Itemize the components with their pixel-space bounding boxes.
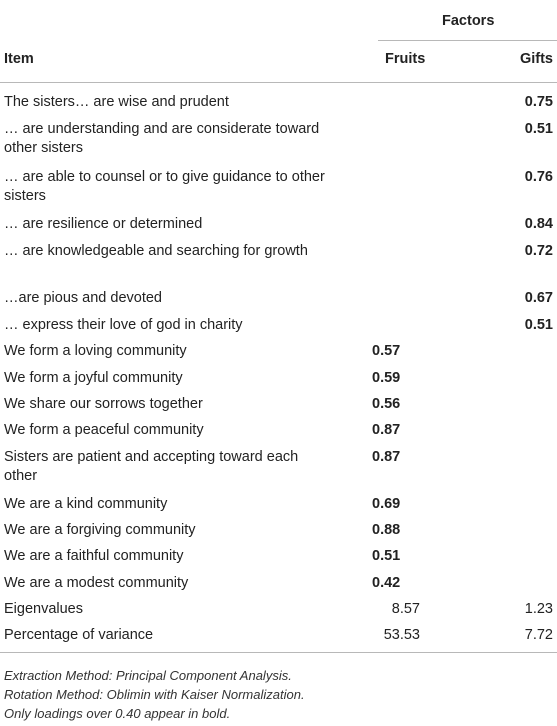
row-item: We are a forgiving community (4, 522, 196, 538)
row-item: … express their love of god in charity (4, 317, 243, 333)
row-item: We are a kind community (4, 496, 168, 512)
row-item: Sisters are patient and accepting toward each other (4, 449, 299, 484)
table-bottom-rule (0, 652, 557, 653)
row-fruits-value: 0.87 (372, 422, 401, 438)
row-fruits-value: 0.56 (372, 396, 401, 412)
row-gifts-value: 0.72 (524, 243, 553, 259)
row-fruits-value: 0.87 (372, 449, 401, 465)
row-item: We are a modest community (4, 575, 189, 591)
item-column-header: Item (4, 51, 34, 67)
row-item: We form a loving community (4, 343, 187, 359)
row-fruits-value: 0.57 (372, 343, 401, 359)
row-gifts-value: 0.51 (524, 121, 553, 137)
footnote-bold: Only loadings over 0.40 appear in bold. (4, 706, 231, 721)
row-item: … are able to counsel or to give guidance to other sisters (4, 169, 325, 204)
eigenvalues-label: Eigenvalues (4, 601, 83, 617)
footnote-extraction: Extraction Method: Principal Component Analysis. (4, 668, 292, 683)
row-item: … are understanding and are considerate toward other sisters (4, 121, 320, 156)
row-fruits-value: 0.59 (372, 370, 401, 386)
header-divider (0, 82, 557, 83)
variance-gifts: 7.72 (524, 627, 553, 643)
row-gifts-value: 0.67 (524, 290, 553, 306)
row-item: The sisters… are wise and prudent (4, 94, 229, 110)
row-gifts-value: 0.76 (524, 169, 553, 185)
row-item: We form a joyful community (4, 370, 183, 386)
row-fruits-value: 0.69 (372, 496, 401, 512)
factors-underline (378, 40, 557, 41)
row-gifts-value: 0.51 (524, 317, 553, 333)
footnote-rotation: Rotation Method: Oblimin with Kaiser Normalization. (4, 687, 305, 702)
eigenvalue-gifts: 1.23 (524, 601, 553, 617)
row-fruits-value: 0.88 (372, 522, 401, 538)
row-item: We are a faithful community (4, 548, 184, 564)
factors-header: Factors (442, 13, 495, 29)
gifts-column-header: Gifts (519, 51, 553, 67)
row-item: We form a peaceful community (4, 422, 204, 438)
row-item: … are resilience or determined (4, 216, 203, 232)
row-item: … are knowledgeable and searching for growth (4, 243, 308, 259)
fruits-column-header: Fruits (385, 51, 426, 67)
row-gifts-value: 0.84 (524, 216, 553, 232)
row-fruits-value: 0.51 (372, 548, 401, 564)
row-gifts-value: 0.75 (524, 94, 553, 110)
variance-label: Percentage of variance (4, 627, 154, 643)
row-item: …are pious and devoted (4, 290, 162, 306)
row-fruits-value: 0.42 (372, 575, 401, 591)
eigenvalue-fruits: 8.57 (391, 601, 420, 617)
row-item: We share our sorrows together (4, 396, 203, 412)
variance-fruits: 53.53 (383, 627, 420, 643)
